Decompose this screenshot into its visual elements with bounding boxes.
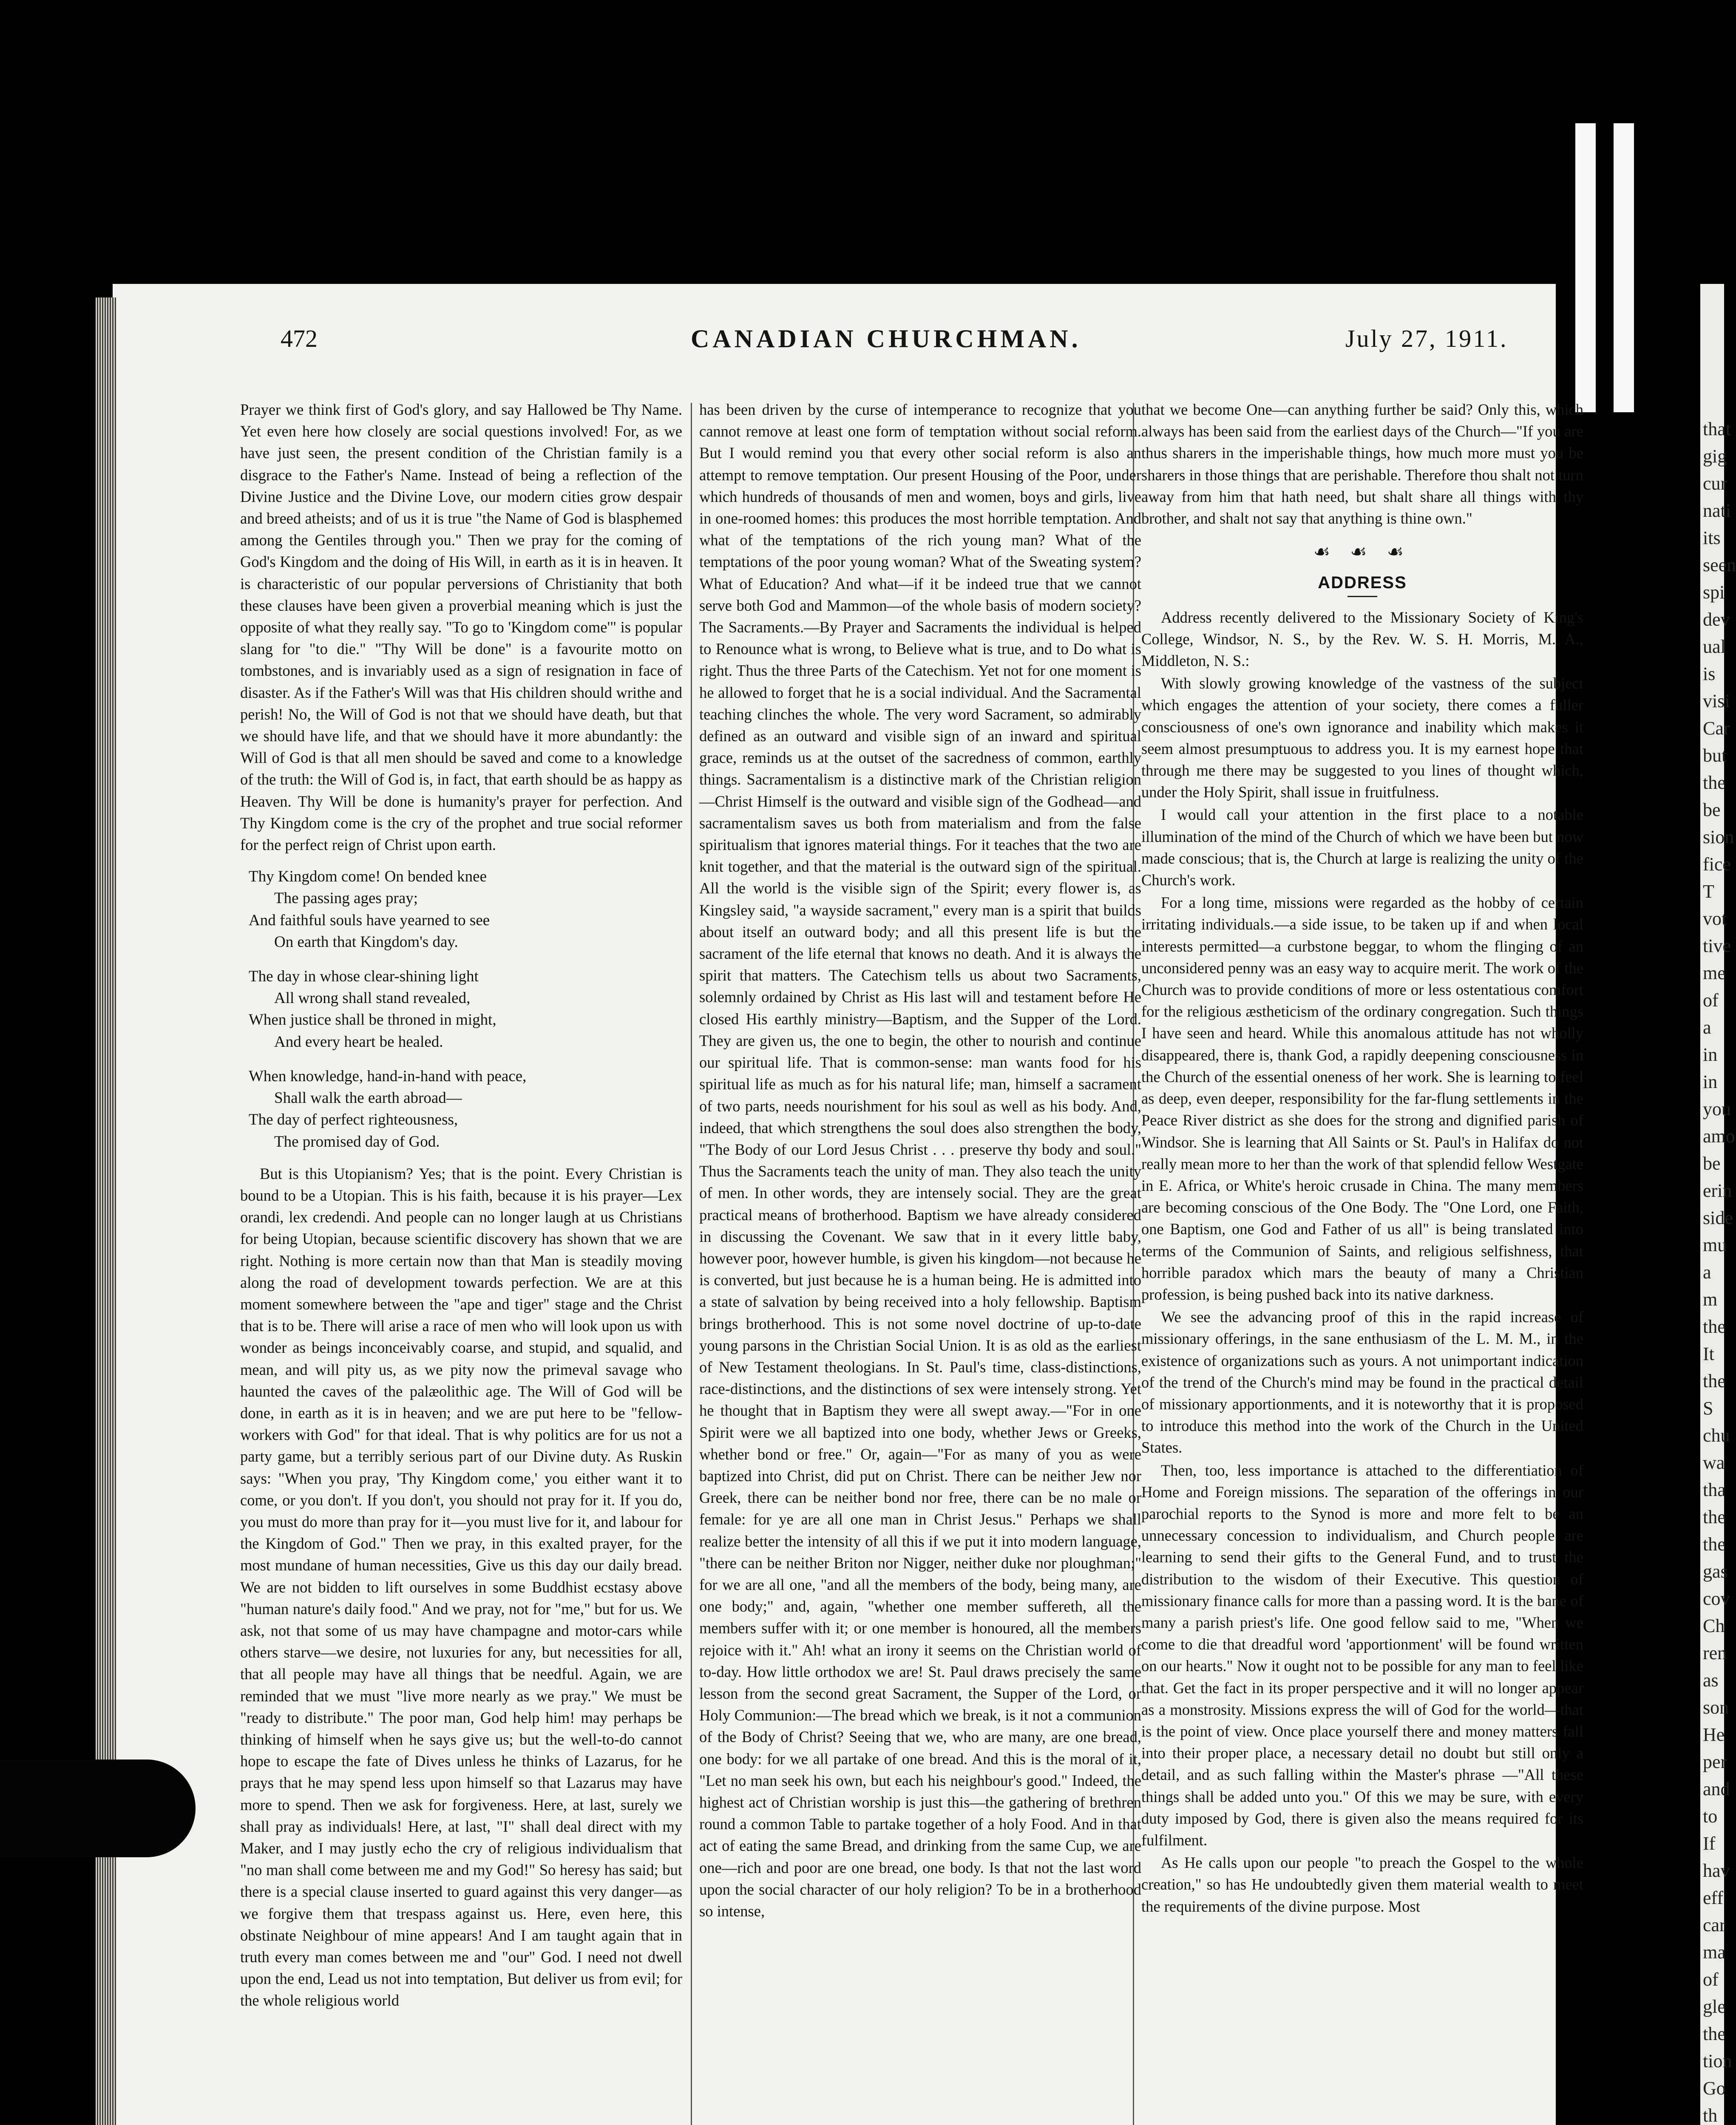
next-page-fragment: eff xyxy=(1703,1887,1724,1908)
address-paragraph: As He calls upon our people "to preach the Gospel to the whole creation," so has He undoubtedly given them material wealth to meet the requirements of the divine purpose. Most xyxy=(1141,1854,1583,1915)
next-page-fragment: S xyxy=(1703,1398,1713,1419)
next-page-fragment: If xyxy=(1703,1833,1716,1854)
next-page-fragment: in xyxy=(1703,1071,1718,1092)
next-page-fragment: cur xyxy=(1703,473,1727,494)
next-page-fragment: but xyxy=(1703,745,1727,766)
poem-line: All wrong shall stand revealed, xyxy=(274,989,471,1007)
column-3 xyxy=(1141,399,1583,1918)
next-page-fragment: th xyxy=(1703,2105,1718,2125)
next-page-fragment: you xyxy=(1703,1099,1731,1119)
address-byline: Address recently delivered to the Missionary Society of King's College, Windsor, N. S., by the Rev. W. S. H. Morris, M. A., Middleton, N. S.: xyxy=(1141,608,1583,670)
next-page-fragment: ren xyxy=(1703,1643,1727,1663)
next-page-fragment: spi xyxy=(1703,582,1725,603)
column-1-paragraph-1: Prayer we think first of God's glory, and say Hallowed be Thy Name. Yet even here how closely are social questions involved! For, as we have just seen, the present condition of the Christian family is a disgrace to the Father's Name. Instead of being a reflection of the Divine Justice and the Divine Love, our modern cities grow despair and breed atheists; and of us it is true "the Name of God is blasphemed among the Gentiles through you." Then we pray for the coming of God's Kingdom and the doing of His Will, in earth as it is in heaven. It is characteristic of our popular perversions of Christianity that both these clauses have been given a proverbial meaning which is just the opposite of what they really say. "To go to 'Kingdom come'" is popular slang for "to die." "Thy Will be done" is a favourite motto on tombstones, and is invariably used as a sign of resignation in face of disaster. As if the Father's Will was that His children should writhe and perish! No, the Will of God is not that we should have death, but that we should have life, and that we should have it more abundantly: the Will of God is that all men should be saved and come to a knowledge of the truth: the Will of God is, in fact, that earth should be as happy as Heaven. Thy Will be done is humanity's prayer for perfection. And Thy Kingdom come is the cry of the prophet and true social reformer for the perfect reign of Christ upon earth. xyxy=(240,401,682,854)
next-page-fragment: gle xyxy=(1703,1996,1726,2017)
scanner-clip-top-1 xyxy=(1575,123,1596,412)
next-page-fragment: in xyxy=(1703,1044,1718,1065)
address-paragraph: We see the advancing proof of this in the rapid increase of missionary offerings, in the sane enthusiasm of the L. M. M., in the existence of organizations such as yours. A not unimportant indication of the trend of the Church's mind may be found in the practical detail of missionary apportionments, and it is noteworthy that it is proposed to introduce this method into the work of the Church in the United States. xyxy=(1141,1308,1583,1456)
next-page-fragment: the xyxy=(1703,1371,1726,1391)
next-page-fragment: ma xyxy=(1703,1942,1726,1963)
next-page-fragment: gas xyxy=(1703,1561,1728,1582)
next-page-fragment: cov xyxy=(1703,1588,1730,1609)
column-rule-1 xyxy=(691,403,692,2125)
next-page-fragment: is xyxy=(1703,663,1716,684)
address-paragraph: I would call your attention in the first place to a notable illumination of the mind of the Church of which we have been but now made conscious; that is, the Church at large is realizing the unity of the Church's work. xyxy=(1141,806,1583,889)
next-page-fragment: to xyxy=(1703,1806,1718,1827)
next-page-fragment: the xyxy=(1703,772,1726,793)
next-page-fragment: and xyxy=(1703,1779,1730,1799)
next-page-fragment: seen xyxy=(1703,555,1736,575)
poem-line: The day of perfect righteousness, xyxy=(249,1111,458,1129)
next-page-fragment: a m xyxy=(1703,1262,1718,1310)
section-ornament: ☙ ☙ ☙ xyxy=(1313,541,1412,563)
next-page-fragment: its xyxy=(1703,527,1721,548)
column-1-paragraph-2: But is this Utopianism? Yes; that is the point. Every Christian is bound to be a Utopian. This is his faith, because it is his prayer—Lex orandi, lex credendi. And people can no longer laugh at us Christians for being Utopian, because scientific discovery has shown that we are right. Nothing is more certain now than that Man is steadily moving along the road of development towards perfection. We are at this moment somewhere between the "ape and tiger" stage and the Christ that is to be. There will arise a race of men who will look upon us with wonder as beings inconceivably coarse, and stupid, and squalid, and mean, and will pity us, as we pity now the primeval savage who haunted the caves of the palæolithic age. The Will of God will be done, in earth as it is in heaven; and we are put here to be "fellow-workers with God" for that ideal. That is why politics are for us not a party game, but a terribly serious part of our Divine duty. As Ruskin says: "When you pray, 'Thy Kingdom come,' you either want it to come, or you don't. If you don't, you should not pray for it. If you do, you must do more than pray for it—you must live for it, and labour for the Kingdom of God." Then we pray, in this exalted prayer, for the most mundane of human necessities, Give us this day our daily bread. We are not bidden to lift ourselves in some Buddhist ecstasy above "human nature's daily food." And we pray, not for "me," but for us. We ask, not that some of us may have champagne and motor-cars while others starve—we desire, not luxuries for any, but necessities for all, that all people may have all things that be needful. Again, we are reminded that we must "live more nearly as we pray." We must be "ready to distribute." The poor man, God help him! may perhaps be thinking of himself when he says give us; but the well-to-do cannot hope to escape the fate of Dives unless he thinks of Lazarus, for he prays that he may spend less upon himself so that Lazarus may have more to spend. Then we ask for forgiveness. Here, at last, surely we shall pray as individuals! Here, at last, "I" shall deal direct with my Maker, and I may justly echo the cry of religious individualism that "no man shall come between me and my God!" So heresy has said; but there is a special clause inserted to guard against this very danger—as we forgive them that trespass against us. Here, even here, this obstinate Neighbour of mine appears! And I am taught again that in truth every man comes between me and "our" God. I need not dwell upon the end, Lead us not into temptation, But deliver us from evil; for the whole religious world xyxy=(240,1164,682,2009)
next-page-fragment: vot xyxy=(1703,908,1727,929)
next-page-fragment: car xyxy=(1703,1915,1726,1935)
page-number: 472 xyxy=(281,325,318,352)
poem-line: And every heart be healed. xyxy=(274,1033,443,1051)
next-page-fragment: per xyxy=(1703,1751,1727,1772)
next-page-fragment: T xyxy=(1703,881,1714,902)
next-page-fragment: gig xyxy=(1703,446,1727,467)
next-page-fragment: that xyxy=(1703,419,1731,439)
scanner-clip-top-2 xyxy=(1614,123,1634,412)
next-page-fragment: of a xyxy=(1703,990,1719,1038)
column-2-paragraph-1: has been driven by the curse of intemperance to recognize that you cannot remove at least one form of temptation without social reform. But I would remind you that every other social reform is also an attempt to remove temptation. Our present Housing of the Poor, under which hundreds of thousands of men and women, boys and girls, live in one-roomed homes: this produces the most horrible temptation. And what of the temptations of the rich young man? What of the temptations of the poor young woman? What of the Sweating system? What of Education? And what—if it be indeed true that we cannot serve both God and Mammon—of the whole basis of modern society? The Sacraments.—By Prayer and Sacraments the individual is helped to Renounce what is wrong, to Believe what is true, and to Do what is right. Thus the three Parts of the Catechism. Yet not for one moment is he allowed to forget that he is a social individual. And the Sacramental teaching clinches the whole. The very word Sacrament, so admirably defined as an outward and visible sign of an inward and spiritual grace, reminds us at the outset of the sacredness of common, earthly things. Sacramentalism is a distinctive mark of the Christian religion—Christ Himself is the outward and visible sign of the Godhead—and sacramentalism saves us both from materialism and from the false spiritualism that ignores material things. For it teaches that the two are knit together, and that the material is the outward sign of the spiritual. All the world is the visible sign of the Spirit; every flower is, as Kingsley said, "a wayside sacrament," every man is a spirit that builds about itself an outward body; and all this present life is but the sacrament of the life eternal that knows no death. And it is always the spirit that matters. The Catechism tells us about two Sacraments, solemnly ordained by Christ as His last will and testament before He closed His earthly ministry—Baptism, and the Supper of the Lord. They are given us, the one to begin, the other to nourish and continue our spiritual life. That is common-sense: man wants food for his spiritual life as much as for his natural life; man, himself a sacrament of two parts, needs nourishment for his soul as well as his body. And, indeed, that which strengthens the soul does also strengthen the body, "The Body of our Lord Jesus Christ . . . preserve thy body and soul." Thus the Sacraments teach the unity of man. They also teach the unity of men. In other words, they are intensely social. They are the great practical means of brotherhood. Baptism we have already considered in discussing the Covenant. We saw that in it every little baby, however poor, however humble, is given his kingdom—not because he is converted, but just because he is a human being. He is admitted into a state of salvation by being received into a holy fellowship. Baptism brings brotherhood. This is not some novel doctrine of up-to-date young parsons in the Christian Social Union. It is as old as the earliest of New Testament theologians. In St. Paul's time, class-distinctions, race-distinctions, and the distinctions of sex were intensely strong. Yet he thought that in Baptism they were all swept away.—"For in one Spirit were we all baptized into one body, whether Jews or Greeks, whether bond or free." Or, again—"For as many of you as were baptized into Christ, did put on Christ. There can be neither Jew nor Greek, there can be neither bond nor free, there can be no male or female: for ye are all one man in Christ Jesus." Perhaps we shall realize better the intensity of all this if we put it into modern language, "there can be neither Briton nor Nigger, neither duke nor ploughman;" for we are all one, "and all the members of the body, being many, are one body;" and, again, "whether one member suffereth, all the members suffer with it; or one member is honoured, all the members rejoice with it." Ah! what an irony it seems on the Christian world of to-day. How little orthodox we are! St. Paul draws precisely the same lesson from the second great Sacrament, the Supper of the Lord, or Holy Communion:—The bread which we break, is it not a communion of the Body of Christ? Seeing that we, who are many, are one bread, one body: for we all partake of one bread. And this is the moral of it, "Let no man seek his own, but each his neighbour's good." Indeed, the highest act of Christian worship is just this—the gathering of brethren round a common Table to partake together of a holy Food. And in that act of eating the same Bread, and drinking from the same Cup, we are one—rich and poor are one bread, one body. Is that not the last word upon the social character of our holy religion? To be in a brotherhood so intense, xyxy=(699,401,1141,1920)
poem-line: On earth that Kingdom's day. xyxy=(274,933,458,951)
next-page-fragment: the xyxy=(1703,1507,1726,1527)
next-page-fragments xyxy=(1700,284,1736,2125)
next-page-fragment: the xyxy=(1703,1316,1726,1337)
next-page-fragment: Go xyxy=(1703,2078,1726,2099)
issue-date: July 27, 1911. xyxy=(1345,325,1508,352)
column-2 xyxy=(699,399,1141,1923)
next-page-fragment: Ch xyxy=(1703,1615,1725,1636)
poem-line: Thy Kingdom come! On bended knee xyxy=(249,868,487,886)
next-page-fragment: ual xyxy=(1703,636,1726,657)
next-page-fragment: side xyxy=(1703,1207,1733,1228)
section-title-rule xyxy=(1347,596,1377,597)
next-page-fragment: wa xyxy=(1703,1452,1725,1473)
next-page-fragment: He xyxy=(1703,1724,1725,1745)
next-page-fragment: tive xyxy=(1703,935,1731,956)
page-header xyxy=(113,324,1556,363)
next-page-fragment: be xyxy=(1703,799,1721,820)
address-paragraph: For a long time, missions were regarded as the hobby of certain irritating individuals.—a side issue, to be taken up if and when local interests permitted—a curbstone beggar, to whom the flinging of an unconsidered penny was an easy way to acquire merit. The work of the Church was to provide conditions of more or less ostentatious comfort for the religious æstheticism of the ordinary congregation. Such things I have seen and heard. While this anomalous attitude has not wholly disappeared, there is, thank God, a rapidly deepening consciousness in the Church of the essential oneness of her work. She is learning to feel as deep, even deeper, responsibility for the far-flung settlements in the Peace River district as she does for the strong and dignified parish of Windsor. She is learning that All Saints or St. Paul's in Halifax do not really mean more to her than the work of that splendid fellow Westgate in E. Africa, or White's heroic crusade in China. The many members are becoming conscious of the One Body. The "One Lord, one Faith, one Baptism, one God and Father of us all" is being translated into terms of the Communion of Saints, and religious selfishness, that horrible paradox which mars the beauty of many a Christian profession, is being pushed back into its native darkness. xyxy=(1141,894,1583,1303)
next-page-fragment: tha xyxy=(1703,1479,1726,1500)
next-page-fragment: sion xyxy=(1703,827,1734,847)
next-page-fragment: as xyxy=(1703,1670,1719,1691)
next-page-fragment: the xyxy=(1703,2023,1726,2044)
next-page-fragment: dev xyxy=(1703,609,1730,630)
newspaper-page xyxy=(113,284,1583,2125)
next-page-fragment: me xyxy=(1703,963,1726,983)
poem-line: The passing ages pray; xyxy=(274,890,418,907)
poem-line: And faithful souls have yearned to see xyxy=(249,911,490,929)
next-page-fragment: mu xyxy=(1703,1235,1727,1255)
next-page-fragment: chu xyxy=(1703,1425,1730,1446)
next-page-fragment: nati xyxy=(1703,500,1731,521)
next-page-fragment: erin xyxy=(1703,1180,1732,1201)
next-page-fragment: of xyxy=(1703,1969,1719,1990)
next-page-fragment: visi xyxy=(1703,691,1730,711)
next-page-fragment: fice xyxy=(1703,854,1731,875)
address-paragraph: Then, too, less importance is attached to the differentiation of Home and Foreign missions. The separation of the offerings in our parochial reports to the Synod is more and more felt to be an unnecessary concession to individualism, and Church people are learning to send their gifts to the General Fund, and to trust the distribution to the wisdom of their Executive. This question of missionary finance calls for more than a passing word. It is the bane of many a parish priest's life. One good fellow said to me, "When we come to die that dreadful word 'apportionment' will be found written on our hearts." Now it ought not to be possible for any man to feel like that. Get the fact in its proper perspective and it will no longer appear as a monstrosity. Missions express the will of God for the world—that is the point of view. Once place yourself there and money matters fall into their proper place, a necessary detail no doubt but still only a detail, and as such falling within the Master's phrase —"All these things shall be added unto you." Of this we may be sure, with every duty imposed by God, there is given also the means required for its fulfilment. xyxy=(1141,1461,1583,1849)
next-page-fragment: tion xyxy=(1703,2051,1732,2071)
poem-line: The day in whose clear-shining light xyxy=(249,968,479,986)
next-page-fragment: It xyxy=(1703,1343,1714,1364)
next-page-strip xyxy=(1700,284,1736,2125)
poem-line: Shall walk the earth abroad— xyxy=(274,1089,462,1107)
publication-title: CANADIAN CHURCHMAN. xyxy=(691,325,1081,353)
hymn-verse xyxy=(249,866,682,1152)
holding-thumb xyxy=(0,1760,196,1857)
poem-line: When justice shall be throned in might, xyxy=(249,1011,496,1029)
poem-line: When knowledge, hand-in-hand with peace, xyxy=(249,1067,527,1085)
column-1 xyxy=(240,399,682,2012)
poem-line: The promised day of God. xyxy=(274,1133,440,1150)
next-page-fragment: be xyxy=(1703,1153,1721,1174)
next-page-fragment: Car xyxy=(1703,718,1730,739)
column-3-paragraph-1: that we become One—can anything further be said? Only this, which always has been said from the earliest days of the Church—"If you are thus sharers in the imperishable things, how much more must you be sharers in those things that are perishable. Therefore thou shalt not turn away from him that hath need, but shalt share all things with thy brother, and shalt not say that anything is thine own." xyxy=(1141,401,1583,527)
address-paragraph: With slowly growing knowledge of the vastness of the subject which engages the attention of your society, there comes a fuller consciousness of one's own ignorance and inability which makes it seem almost presumptuous to address you. It is my earnest hope that through me there may be suggested to you lines of thought which, under the Holy Spirit, shall issue in fruitfulness. xyxy=(1141,674,1583,801)
next-page-fragment: son xyxy=(1703,1697,1729,1718)
next-page-fragment: amo xyxy=(1703,1126,1735,1147)
section-title: ADDRESS xyxy=(1318,573,1407,592)
next-page-fragment: the xyxy=(1703,1534,1726,1555)
next-page-fragment: hav xyxy=(1703,1860,1730,1881)
